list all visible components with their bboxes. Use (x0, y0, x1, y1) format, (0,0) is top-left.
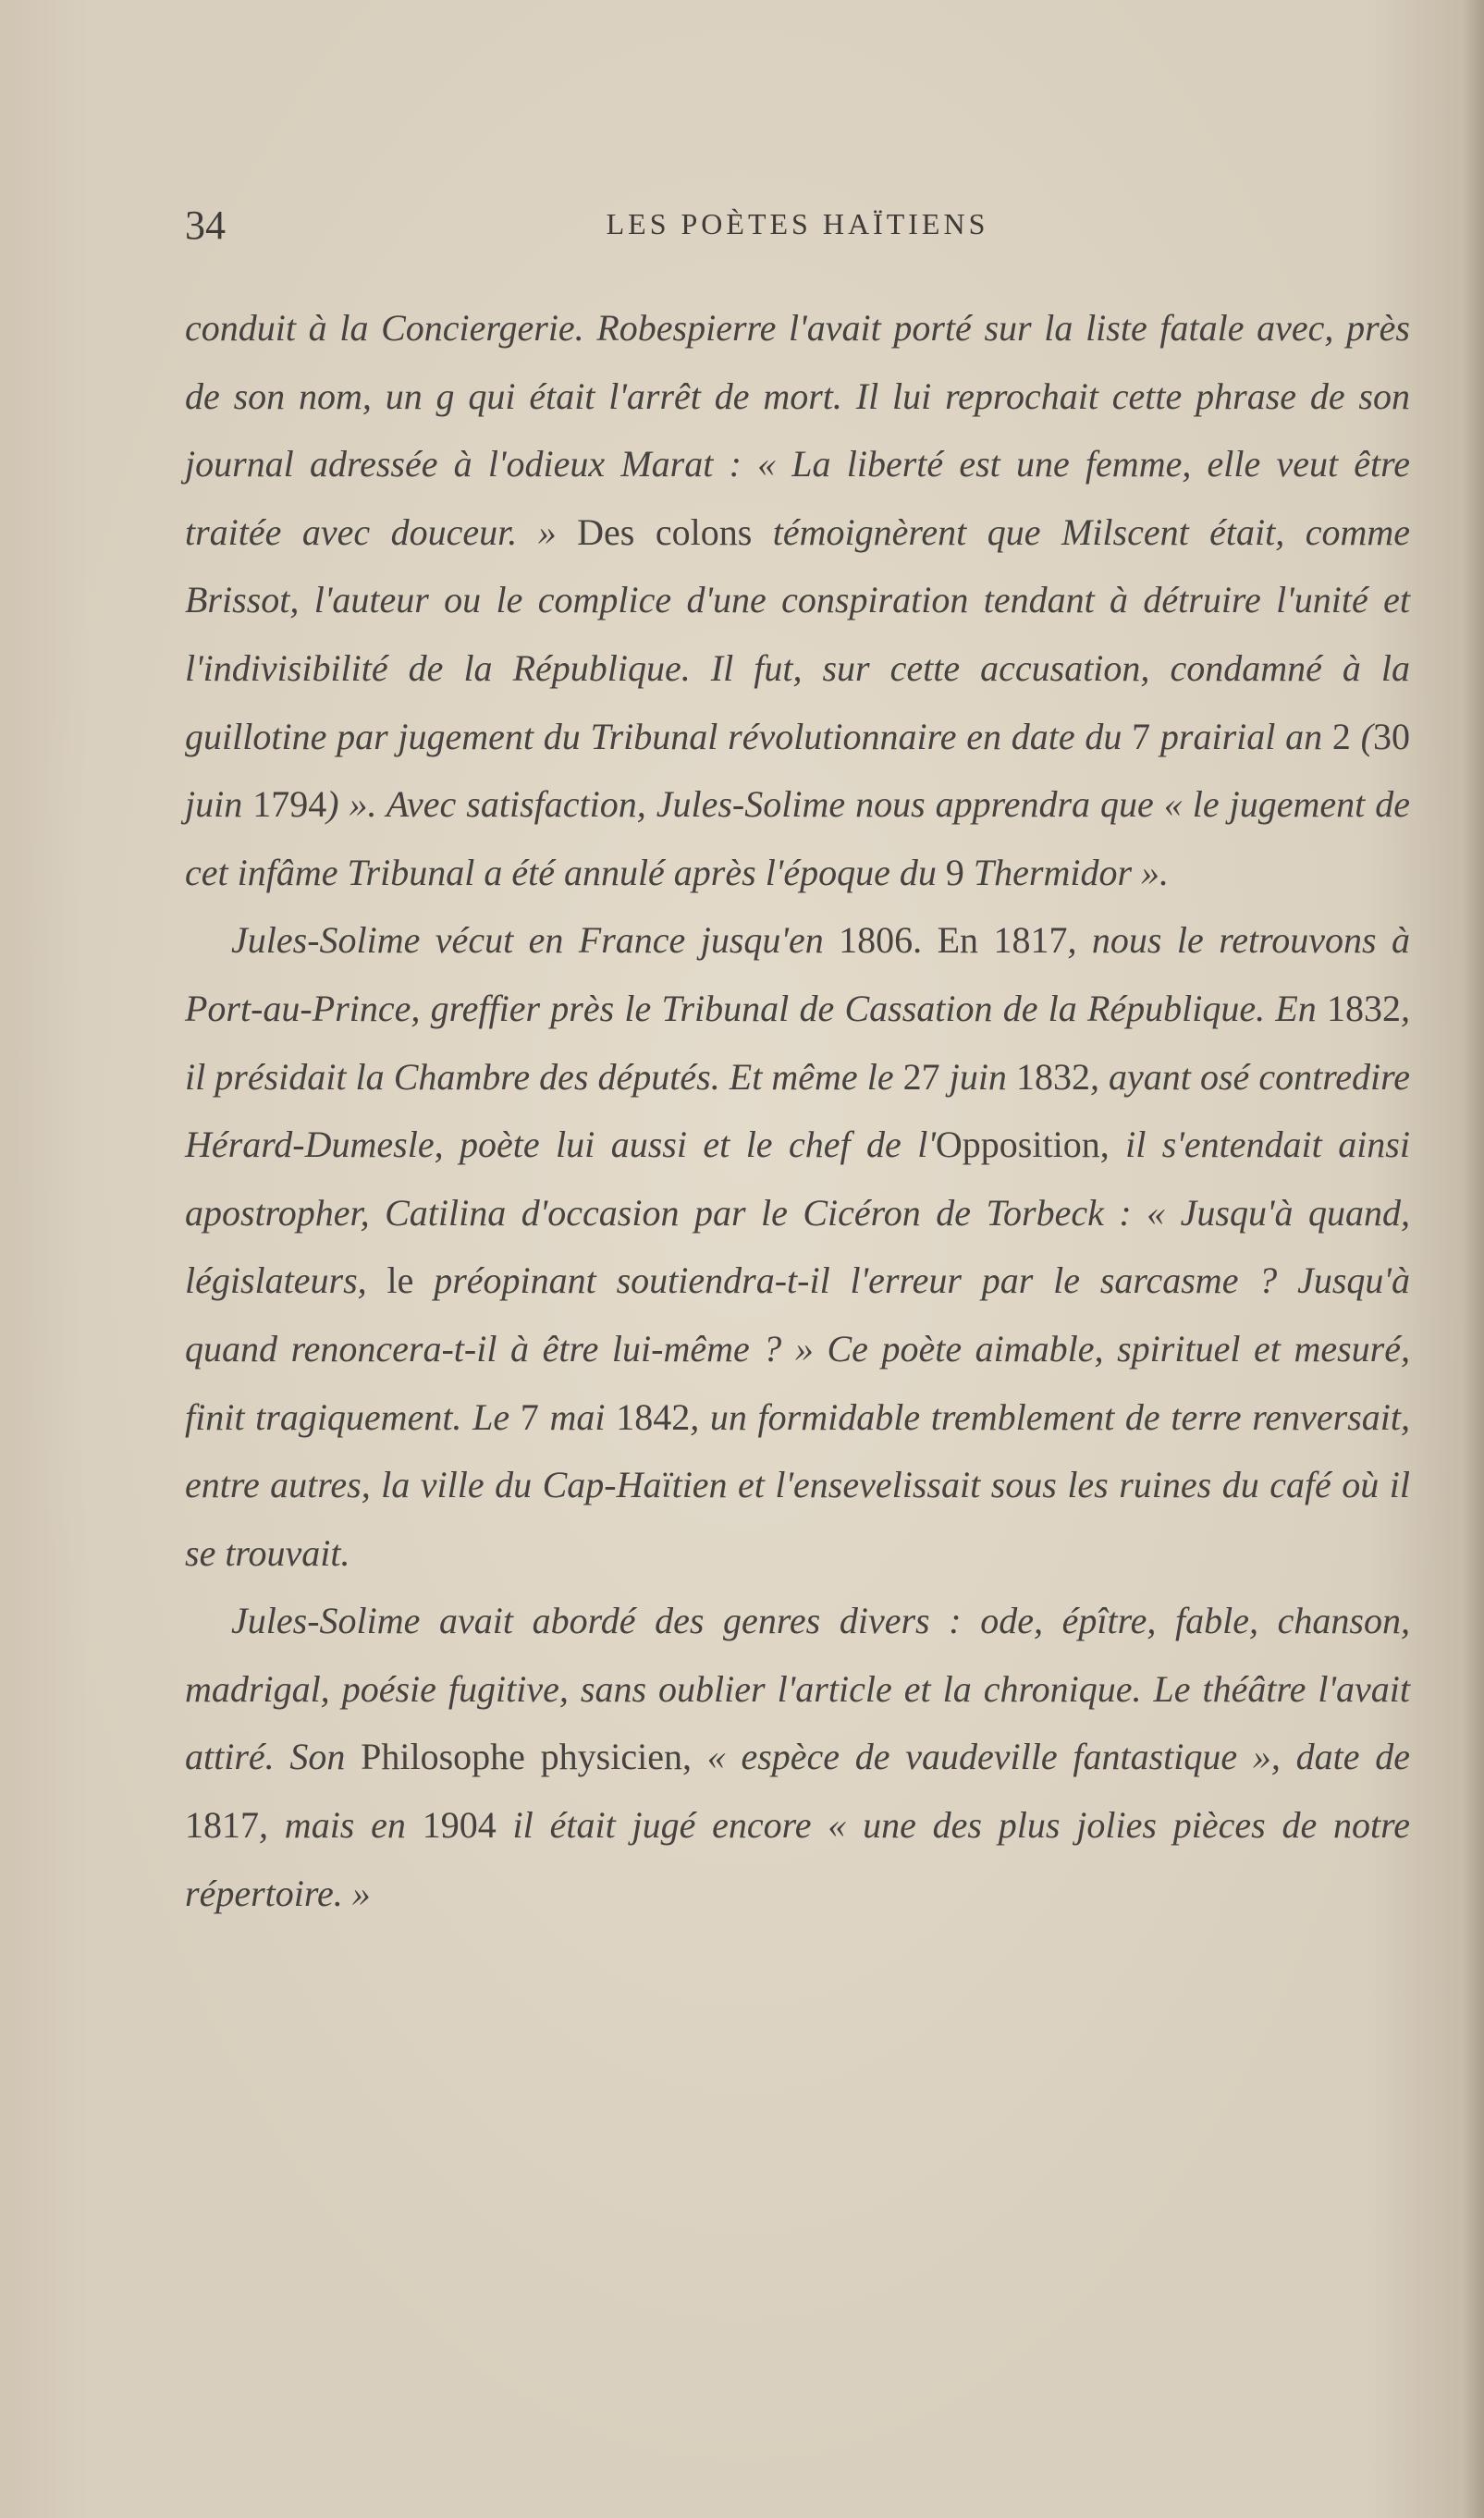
italic-text-span: , nous le retrouvons à Port-au-Prince, greffier près le Tribunal de Cassation de la République. En (185, 919, 1411, 1029)
upright-text-span: Philosophe physicien, (361, 1736, 692, 1778)
italic-text-span: juin (939, 1055, 1016, 1098)
upright-text-span: 1832 (1016, 1055, 1090, 1098)
italic-text-span: , il présidait la Chambre des députés. Et même le (185, 987, 1410, 1098)
upright-text-span: 9 (945, 851, 964, 893)
paragraph (185, 294, 1410, 906)
italic-text-span: mai (538, 1395, 617, 1438)
upright-text-span: 1817 (185, 1804, 259, 1847)
italic-text-span: Jules-Solime vécut en France jusqu'en (231, 919, 840, 962)
paragraph (185, 906, 1410, 1587)
upright-text-span: 30 (1373, 715, 1410, 757)
page-header (185, 202, 1410, 250)
upright-text-span: 1842 (616, 1395, 691, 1438)
italic-text-span: il s'entendait ainsi apostropher, Catilina d'occasion par le Cicéron de Torbeck : « Jusqu'à quand, législateurs, (185, 1124, 1410, 1302)
italic-text-span: Jules-Solime avait abordé des genres divers : ode, épître, fable, chanson, madrigal, poésie fugitive, sans oublier l'article et la chronique. Le théâtre l'avait attiré. Son (185, 1600, 1410, 1778)
upright-text-span: 2 (1331, 715, 1351, 757)
upright-text-span: 1904 (422, 1804, 497, 1847)
italic-text-span: Thermidor ». (963, 851, 1170, 893)
italic-text-span: , mais en (259, 1804, 423, 1847)
italic-text-span: ) ». Avec satisfaction, Jules-Solime nous apprendra que « le jugement de cet infâme Tribunal a été annulé après l'époque du (185, 783, 1410, 893)
italic-text-span: prairial an (1150, 715, 1332, 757)
italic-text-span: juin (185, 783, 253, 826)
upright-text-span: 1806. En 1817 (839, 919, 1068, 962)
paragraph (185, 1587, 1410, 1927)
italic-text-span: préopinant soutiendra-t-il l'erreur par le sarcasme ? Jusqu'à quand renoncera-t-il à être lui-même ? » Ce poète aimable, spirituel et mesuré, finit tragiquement. Le (185, 1259, 1410, 1438)
page-body (185, 294, 1410, 1927)
italic-text-span: conduit à la Conciergerie. Robespierre l'avait porté sur la liste fatale avec, près de son nom, un g qui était l'arrêt de mort. Il lui reprochait cette phrase de son journal adressée à l'odieux Marat : « La liberté est une femme, elle veut être traitée avec douceur. » (185, 307, 1410, 553)
italic-text-span: il était jugé encore « une des plus jolies pièces de notre répertoire. » (185, 1804, 1411, 1914)
upright-text-span: 1794 (252, 783, 327, 826)
upright-text-span: 7 (520, 1395, 539, 1438)
page-edge-shadow (1464, 0, 1484, 2518)
running-title: LES POÈTES HAÏTIENS (606, 207, 989, 240)
upright-text-span: Opposition, (935, 1124, 1110, 1166)
italic-text-span: ( (1350, 715, 1373, 757)
italic-text-span: , un formidable tremblement de terre renversait, entre autres, la ville du Cap-Haïtien et l'ensevelissait sous les ruines du café où il se trouvait. (185, 1395, 1411, 1574)
upright-text-span: le (386, 1259, 414, 1302)
upright-text-span: 1832 (1327, 987, 1401, 1029)
upright-text-span: 7 (1132, 715, 1151, 757)
upright-text-span: Des colons (577, 510, 753, 553)
italic-text-span: « espèce de vaudeville fantastique », date de (691, 1736, 1410, 1778)
italic-text-span: , ayant osé contredire Hérard-Dumesle, poète lui aussi et le chef de l' (185, 1055, 1411, 1166)
italic-text-span: témoignèrent que Milscent était, comme Brissot, l'auteur ou le complice d'une conspiration tendant à détruire l'unité et l'indivisibilité de la République. Il fut, sur cette accusation, condamné à la guillotine par jugement du Tribunal révolutionnaire en date du (185, 510, 1410, 757)
upright-text-span: 27 (902, 1055, 940, 1098)
page-number: 34 (185, 203, 226, 248)
